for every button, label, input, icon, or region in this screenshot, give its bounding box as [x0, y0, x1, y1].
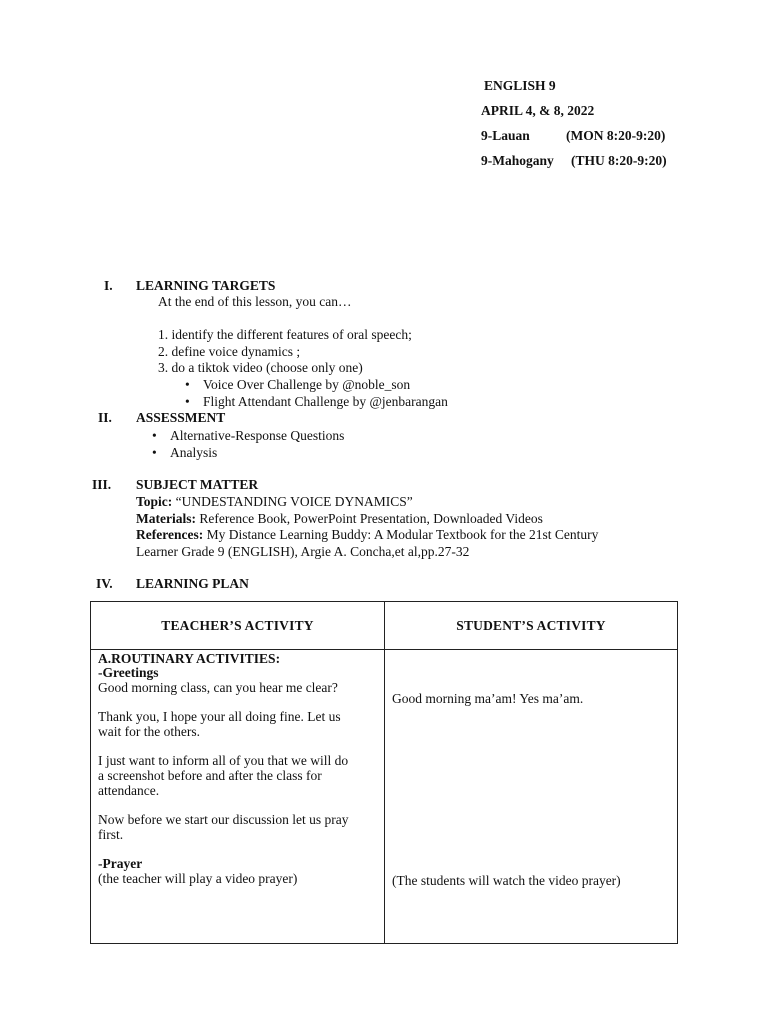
references-line [136, 527, 598, 543]
target-item-2: 2. define voice dynamics ; [158, 344, 301, 359]
table-row [91, 650, 678, 944]
assessment-item-2: • Analysis [170, 445, 217, 461]
tiktok-option-2: • Flight Attendant Challenge by @jenbarangan [203, 394, 448, 410]
student-activity-header: STUDENT’S ACTIVITY [385, 602, 678, 650]
table-header-row [91, 602, 678, 650]
section-numeral-iv: IV. [96, 576, 113, 591]
tiktok-option-1: • Voice Over Challenge by @noble_son [203, 377, 410, 393]
target-item-1: 1. identify the different features of oral speech; [158, 327, 412, 342]
section-name-1: 9-Lauan [481, 128, 530, 143]
section-schedule-2: (THU 8:20-9:20) [571, 153, 667, 168]
section-name-2: 9-Mahogany [481, 153, 554, 168]
teacher-line-2b: wait for the others. [98, 724, 200, 739]
assessment-heading: ASSESSMENT [136, 410, 226, 425]
greetings-label: -Greetings [98, 665, 159, 680]
references-label: References: [136, 527, 204, 542]
topic-label: Topic: [136, 494, 173, 509]
student-reply-2: (The students will watch the video prayer) [392, 873, 621, 888]
materials-label: Materials: [136, 511, 196, 526]
teacher-line-4b: first. [98, 827, 124, 842]
section-schedule-1: (MON 8:20-9:20) [566, 128, 666, 143]
teacher-activity-cell [91, 650, 385, 944]
teacher-line-1: Good morning class, can you hear me clear? [98, 680, 338, 695]
learning-plan-table [90, 601, 678, 944]
teacher-line-4a: Now before we start our discussion let us pray [98, 812, 349, 827]
references-value: My Distance Learning Buddy: A Modular Textbook for the 21st Century [203, 527, 599, 542]
section-numeral-iii: III. [92, 477, 112, 492]
prayer-text: (the teacher will play a video prayer) [98, 871, 298, 886]
student-reply-1: Good morning ma’am! Yes ma’am. [392, 691, 584, 706]
learning-plan-heading: LEARNING PLAN [136, 576, 249, 591]
subject-title: ENGLISH 9 [484, 78, 556, 93]
assessment-item-1: • Alternative-Response Questions [170, 428, 344, 444]
materials-line [136, 511, 543, 527]
student-activity-cell [385, 650, 678, 944]
topic-value: “UNDESTANDING VOICE DYNAMICS” [172, 494, 413, 509]
teacher-activity-header: TEACHER’S ACTIVITY [91, 602, 385, 650]
target-item-3: 3. do a tiktok video (choose only one) [158, 360, 363, 375]
lesson-dates: APRIL 4, & 8, 2022 [481, 103, 595, 118]
section-numeral-i: I. [104, 278, 113, 293]
section-numeral-ii: II. [98, 410, 112, 425]
teacher-line-3c: attendance. [98, 783, 160, 798]
teacher-line-2a: Thank you, I hope your all doing fine. Let us [98, 709, 341, 724]
teacher-line-3b: a screenshot before and after the class for [98, 768, 322, 783]
topic-line [136, 494, 413, 510]
learning-targets-intro: At the end of this lesson, you can… [158, 294, 352, 309]
routinary-heading: A.ROUTINARY ACTIVITIES: [98, 651, 281, 666]
references-line-2: Learner Grade 9 (ENGLISH), Argie A. Concha,et al,pp.27-32 [136, 544, 470, 559]
subject-matter-heading: SUBJECT MATTER [136, 477, 259, 492]
teacher-line-3a: I just want to inform all of you that we will do [98, 753, 349, 768]
materials-value: Reference Book, PowerPoint Presentation, Downloaded Videos [195, 511, 543, 526]
prayer-label: -Prayer [98, 856, 143, 871]
learning-targets-heading: LEARNING TARGETS [136, 278, 276, 293]
